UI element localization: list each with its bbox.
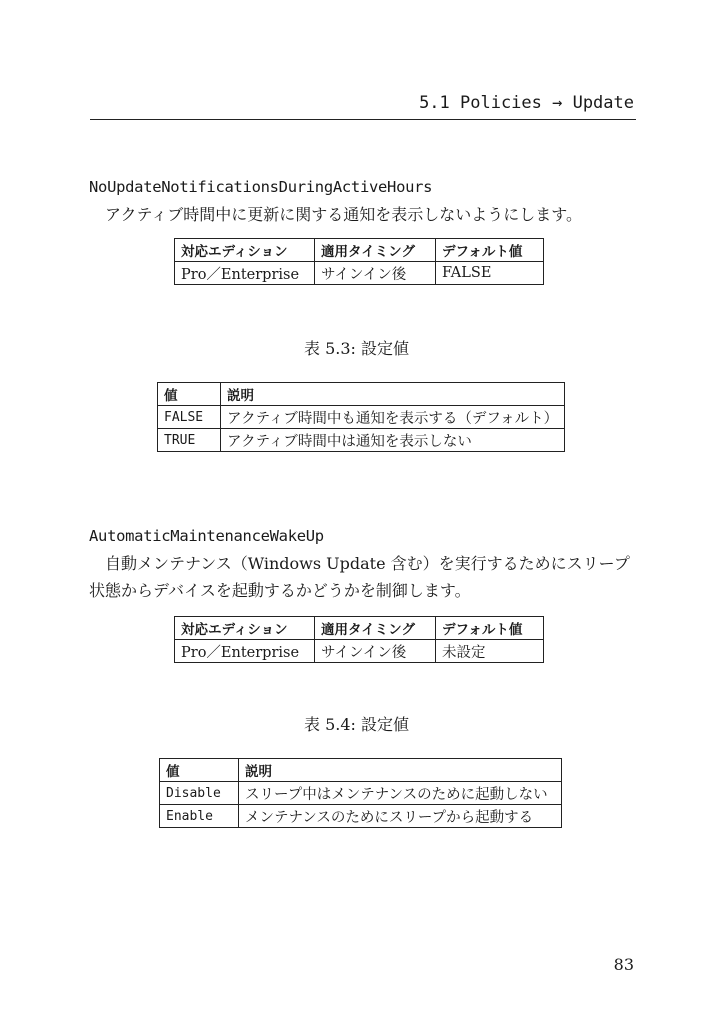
section-title: AutomaticMaintenanceWakeUp	[89, 527, 324, 545]
page-number: 83	[613, 955, 634, 974]
values-table	[159, 758, 562, 828]
table-header: 適用タイミング	[315, 617, 436, 640]
table-cell: メンテナンスのためにスリープから起動する	[239, 805, 562, 828]
table-cell: Pro／Enterprise	[175, 262, 315, 285]
table-cell: スリープ中はメンテナンスのために起動しない	[239, 782, 562, 805]
table-cell: サインイン後	[315, 640, 436, 663]
running-header: 5.1 Policies → Update	[419, 93, 634, 113]
table-row	[158, 429, 565, 452]
table-cell: サインイン後	[315, 262, 436, 285]
table-cell: TRUE	[158, 429, 221, 452]
section-title: NoUpdateNotificationsDuringActiveHours	[89, 178, 433, 196]
table-caption: 表 5.4: 設定値	[304, 715, 410, 734]
header-divider	[90, 119, 636, 120]
table-header: 適用タイミング	[315, 239, 436, 262]
table-row	[160, 805, 562, 828]
table-cell: FALSE	[436, 262, 544, 285]
section-paragraph: アクティブ時間中に更新に関する通知を表示しないようにします。	[105, 205, 582, 224]
table-row	[158, 406, 565, 429]
values-table	[157, 382, 565, 452]
table-header: 値	[160, 759, 239, 782]
table-cell: FALSE	[158, 406, 221, 429]
table-header: デフォルト値	[436, 617, 544, 640]
table-cell: 未設定	[436, 640, 544, 663]
table-header: 値	[158, 383, 221, 406]
table-header: 対応エディション	[175, 617, 315, 640]
edition-table	[174, 238, 544, 285]
table-cell: アクティブ時間中も通知を表示する（デフォルト）	[221, 406, 565, 429]
edition-table	[174, 616, 544, 663]
table-cell: Pro／Enterprise	[175, 640, 315, 663]
table-header: デフォルト値	[436, 239, 544, 262]
table-cell: Enable	[160, 805, 239, 828]
table-header: 説明	[239, 759, 562, 782]
table-row	[160, 782, 562, 805]
table-header: 対応エディション	[175, 239, 315, 262]
table-cell: アクティブ時間中は通知を表示しない	[221, 429, 565, 452]
table-cell: Disable	[160, 782, 239, 805]
section-paragraph: 自動メンテナンス（Windows Update 含む）を実行するためにスリープ状態からデバイスを起動するかどうかを制御します。	[89, 554, 630, 600]
table-caption: 表 5.3: 設定値	[304, 339, 410, 358]
table-header: 説明	[221, 383, 565, 406]
